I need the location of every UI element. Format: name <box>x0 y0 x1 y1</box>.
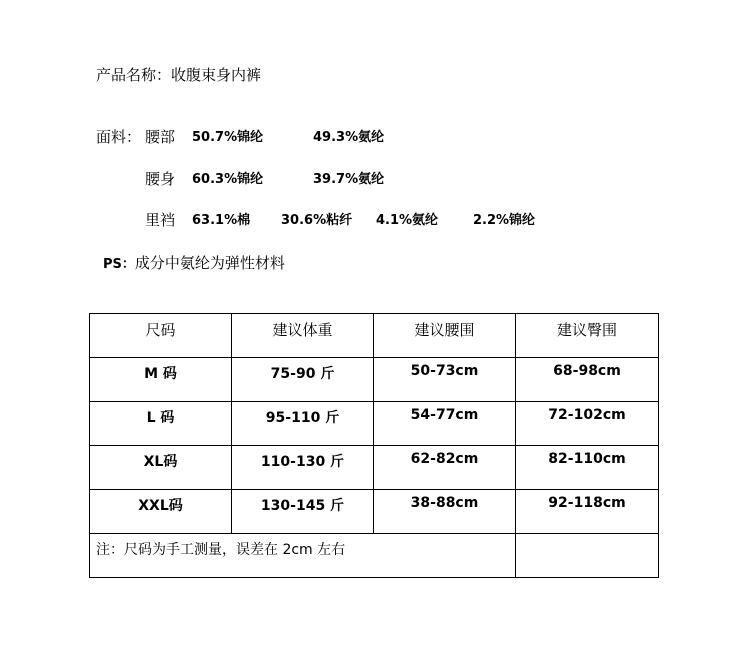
fabric-crotch-item-4: 2.2%锦纶 <box>473 213 536 228</box>
cell-waist: 38-88cm <box>374 490 516 534</box>
header-size: 尺码 <box>90 314 232 358</box>
cell-size: L 码 <box>90 402 232 446</box>
fabric-part-body: 腰身 <box>145 170 176 188</box>
note-empty-cell <box>516 534 659 578</box>
size-table-header-row <box>90 314 659 358</box>
cell-hip: 72-102cm <box>516 402 659 446</box>
cell-hip: 82-110cm <box>516 446 659 490</box>
table-row <box>90 402 659 446</box>
cell-waist: 54-77cm <box>374 402 516 446</box>
fabric-waist-item-2: 49.3%氨纶 <box>313 130 385 145</box>
table-row <box>90 358 659 402</box>
fabric-crotch-item-3: 4.1%氨纶 <box>376 213 439 228</box>
product-name-label: 产品名称： <box>96 66 172 84</box>
measurement-note: 注：尺码为手工测量，误差在 2cm 左右 <box>90 534 516 578</box>
cell-weight: 95-110 斤 <box>232 402 374 446</box>
cell-hip: 68-98cm <box>516 358 659 402</box>
cell-waist: 50-73cm <box>374 358 516 402</box>
cell-weight: 110-130 斤 <box>232 446 374 490</box>
table-row <box>90 490 659 534</box>
product-name-value: 收腹束身内裤 <box>171 66 262 84</box>
cell-waist: 62-82cm <box>374 446 516 490</box>
ps-line <box>103 254 285 274</box>
header-weight: 建议体重 <box>232 314 374 358</box>
cell-size: XXL码 <box>90 490 232 534</box>
fabric-body-item-2: 39.7%氨纶 <box>313 172 385 187</box>
ps-text: 成分中氨纶为弹性材料 <box>134 254 285 272</box>
fabric-label: 面料： <box>96 128 142 146</box>
ps-prefix: PS： <box>103 257 135 272</box>
size-table-note-row <box>90 534 659 578</box>
size-table <box>89 313 659 578</box>
fabric-crotch-item-1: 63.1%棉 <box>192 213 251 228</box>
table-row <box>90 446 659 490</box>
cell-hip: 92-118cm <box>516 490 659 534</box>
fabric-body-item-1: 60.3%锦纶 <box>192 172 264 187</box>
fabric-part-waist: 腰部 <box>145 128 176 146</box>
fabric-part-crotch: 里裆 <box>145 211 176 229</box>
header-hip: 建议臀围 <box>516 314 659 358</box>
product-name-line <box>96 66 261 84</box>
cell-size: XL码 <box>90 446 232 490</box>
cell-weight: 75-90 斤 <box>232 358 374 402</box>
header-waist: 建议腰围 <box>374 314 516 358</box>
fabric-waist-item-1: 50.7%锦纶 <box>192 130 264 145</box>
fabric-crotch-item-2: 30.6%粘纤 <box>281 213 353 228</box>
cell-size: M 码 <box>90 358 232 402</box>
cell-weight: 130-145 斤 <box>232 490 374 534</box>
